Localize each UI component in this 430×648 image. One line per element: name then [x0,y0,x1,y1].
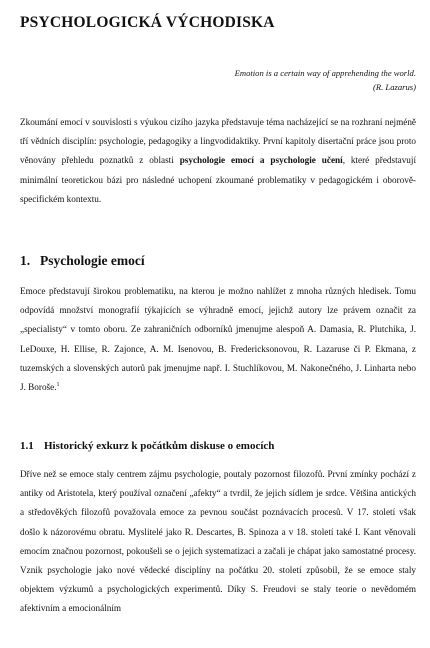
subsection-heading [20,440,274,452]
intro-bold-text: psychologie emocí a psychologie učení [179,155,343,166]
footnote-reference[interactable]: 1 [56,381,60,388]
section-paragraph [20,282,416,397]
subsection-number: 1.1 [20,440,34,452]
section-text: Emoce představují širokou problematiku, na kterou je možno nahlížet z mnoha různých hledisek. Tomu odpovídá množství monografií týkajících se výhradně emocí, jejichž autory lze právem označit za „specialisty“ v tomto oboru. Ze zahraničních odborníků jmenujme alespoň A. Damasia, R. Plutchika, J. LeDouxe, H. Ellise, R. Zajonce, A. M. Isenovou, B. Fredericksonovou, R. Lazaruse či P. Ekmana, z tuzemských a slovenských autorů pak jmenujme např. I. Stuchlíkovou, M. Nakonečného, J. Linharta nebo J. Boroše. [20,286,416,393]
intro-text-end: , které představují minimální teoretickou bázi pro následné uchopení zkoumané problematiky v pedagogickém i oborově-specifickém kontextu. [20,155,416,204]
epigraph-quote: Emotion is a certain way of apprehending the world. [234,68,416,78]
section-title: Psychologie emocí [40,253,145,268]
subsection-title: Historický exkurz k počátkům diskuse o emocích [44,440,275,452]
chapter-title: PSYCHOLOGICKÁ VÝCHODISKA [20,14,275,31]
intro-text-start: Zkoumání emocí v souvislosti s výukou cizího jazyka představuje téma nacházející se na rozhraní nejméně tří vědních disciplín: psychologie, pedagogiky a lingvodidaktiky. První kapitoly disertační práce jsou proto věnovány přehledu poznatků z oblasti [20,117,416,166]
epigraph [235,66,416,94]
subsection-paragraph: Dříve než se emoce staly centrem zájmu psychologie, poutaly pozornost filozofů. První zmínky pochází z antiky od Aristotela, který používal označení „afekty“ a tvrdil, že jejich sídlem je srdce. Většina antických a středověkých filozofů považovala emoce za pevnou součást poznávacích procesů. V 17. století však došlo k názorovému obratu. Myslitelé jako R. Descartes, B. Spinoza a v 18. století také I. Kant věnovali emocím značnou pozornost, pokoušeli se o jejich systematizaci a začali je chápat jako samostatné procesy. Vznik psychologie jako nové vědecké disciplíny na počátku 20. století způsobil, že se emoce staly objektem výzkumů a psychologických experimentů. Díky S. Freudovi se staly teorie o nevědomém afektivním a emocionálním [20,469,416,614]
section-number: 1. [20,253,31,268]
intro-paragraph [20,113,416,209]
section-heading [20,253,145,269]
epigraph-author: (R. Lazarus) [373,82,416,92]
